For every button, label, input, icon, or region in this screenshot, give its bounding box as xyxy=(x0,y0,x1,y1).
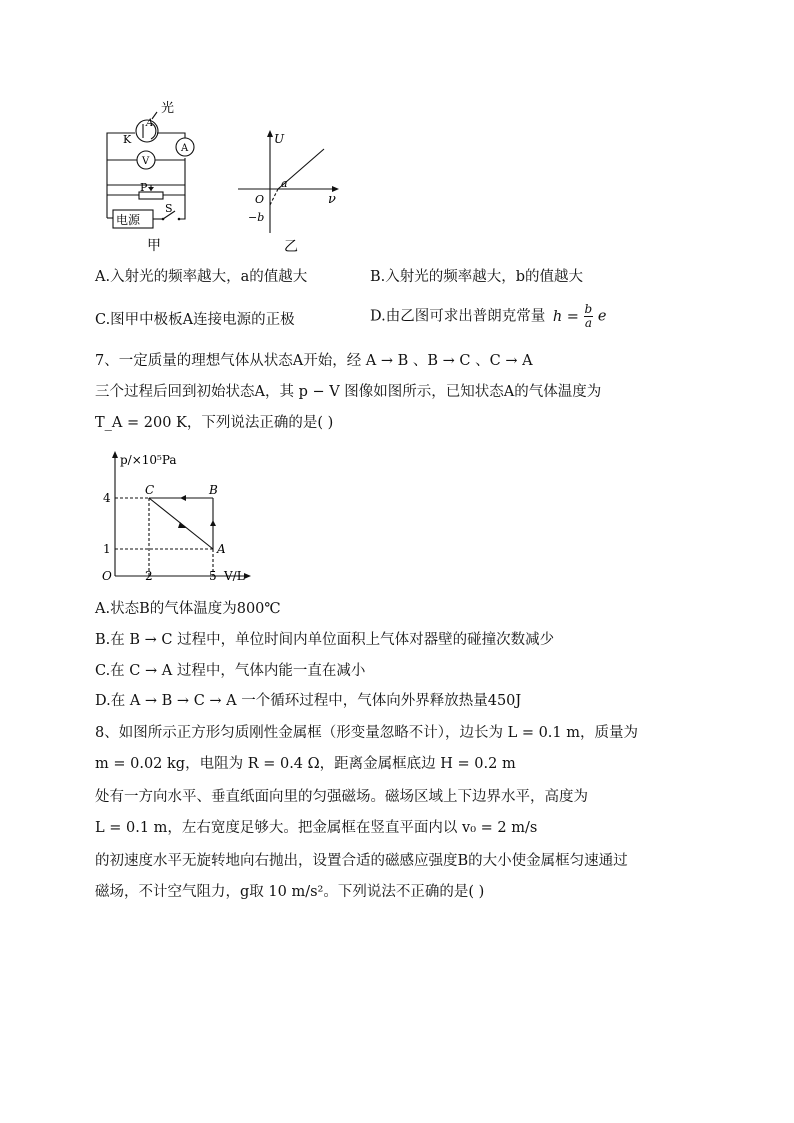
q7-option-b: B.在 B → C 过程中，单位时间内单位面积上气体对器壁的碰撞次数减少 xyxy=(95,632,555,648)
pv-xlabel: V/L xyxy=(224,569,245,583)
q7-line-2: 三个过程后回到初始状态A，其 p − V 图像如图所示，已知状态A的气体温度为 xyxy=(95,384,602,400)
voltmeter-label: V xyxy=(142,156,150,167)
q7-option-a: A.状态B的气体温度为800℃ xyxy=(95,601,281,617)
axis-u-label: U xyxy=(274,132,285,146)
point-a-label: a xyxy=(281,177,288,190)
q6-option-c: C.图甲中极板A连接电源的正极 xyxy=(95,312,295,328)
q6-option-a: A.入射光的频率越大，a的值越大 xyxy=(95,269,308,285)
point-neg-b-label: −b xyxy=(248,211,265,224)
electrode-a-label: A xyxy=(146,118,154,129)
q8-line-3: 处有一方向水平、垂直纸面向里的匀强磁场。磁场区域上下边界水平，高度为 xyxy=(95,789,588,805)
pv-point-c: C xyxy=(145,483,155,497)
q6-fraction-denominator: a xyxy=(584,316,592,330)
axis-nu-label: ν xyxy=(328,192,336,207)
pv-tick-p1: 1 xyxy=(103,542,111,556)
q6-option-d xyxy=(370,303,606,330)
circuit-diagram-jia xyxy=(95,98,205,258)
u-nu-graph-yi xyxy=(228,125,348,260)
q7-option-d: D.在 A → B → C → A 一个循环过程中，气体向外界释放热量450J xyxy=(95,693,522,709)
q6-option-d-h: h = xyxy=(552,308,579,325)
q8-line-6: 磁场，不计空气阻力，g取 10 m/s²。下列说法不正确的是( ) xyxy=(95,884,485,900)
q6-option-b: B.入射光的频率越大，b的值越大 xyxy=(370,269,584,285)
switch-s-label: S xyxy=(165,202,173,215)
pv-tick-v2: 2 xyxy=(145,569,153,583)
pv-graph xyxy=(98,446,268,586)
pv-point-a: A xyxy=(217,542,226,556)
pv-point-b: B xyxy=(209,483,218,497)
pv-tick-v5: 5 xyxy=(209,569,217,583)
electrode-k-label: K xyxy=(123,133,132,146)
q6-option-d-text: D.由乙图可求出普朗克常量 xyxy=(370,308,546,325)
caption-jia: 甲 xyxy=(147,238,161,254)
origin-label: O xyxy=(255,193,265,206)
power-supply-label: 电源 xyxy=(116,213,141,227)
q7-line-1: 7、一定质量的理想气体从状态A开始，经 A → B 、B → C 、C → A xyxy=(95,353,533,369)
q6-option-d-e: e xyxy=(597,308,607,325)
slider-p-label: P xyxy=(140,181,148,194)
q8-line-2: m = 0.02 kg，电阻为 R = 0.4 Ω，距离金属框底边 H = 0.2 m xyxy=(95,756,516,772)
pv-tick-p4: 4 xyxy=(103,491,111,505)
q7-line-3: T_A = 200 K，下列说法正确的是( ) xyxy=(95,415,334,431)
q8-line-5: 的初速度水平无旋转地向右抛出，设置合适的磁感应强度B的大小使金属框匀速通过 xyxy=(95,853,628,869)
pv-ylabel: p/×10⁵Pa xyxy=(120,453,177,467)
q6-fraction-numerator: b xyxy=(584,302,593,316)
q8-line-1: 8、如图所示正方形匀质刚性金属框（形变量忽略不计），边长为 L = 0.1 m，质量为 xyxy=(95,725,638,741)
q7-option-c: C.在 C → A 过程中，气体内能一直在减小 xyxy=(95,663,366,679)
light-label: 光 xyxy=(161,101,175,116)
ammeter-label: A xyxy=(181,143,189,154)
q6-option-d-fraction xyxy=(584,303,594,330)
q8-line-4: L = 0.1 m，左右宽度足够大。把金属框在竖直平面内以 v₀ = 2 m/s xyxy=(95,820,538,836)
caption-yi: 乙 xyxy=(284,239,298,255)
pv-origin: O xyxy=(102,569,112,583)
